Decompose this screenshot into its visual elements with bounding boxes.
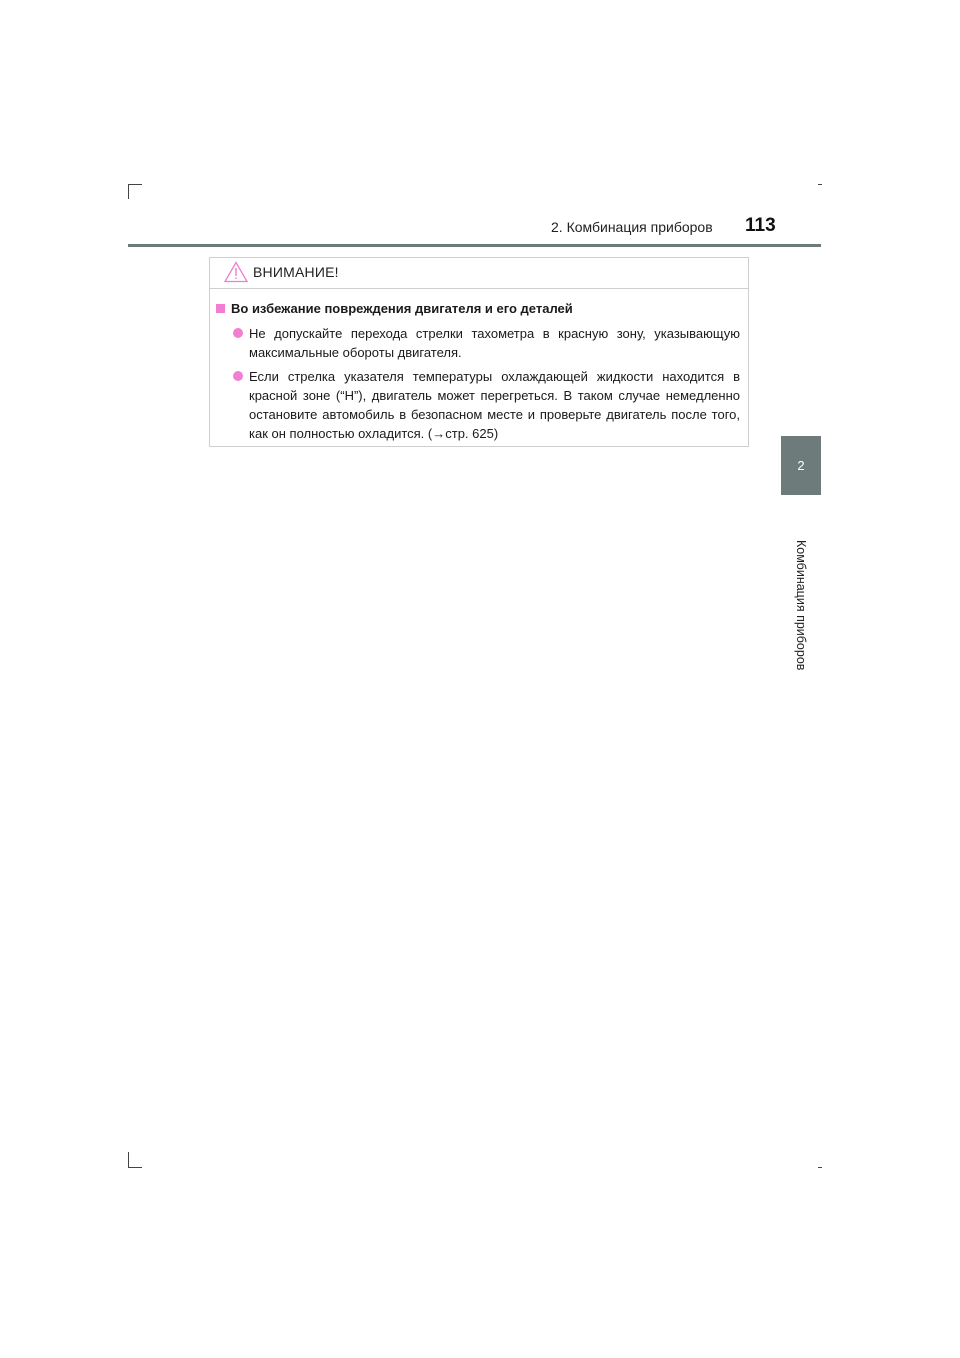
round-bullet-icon [233, 328, 243, 338]
crop-mark-top-left-h [128, 184, 142, 185]
header-divider [128, 244, 821, 247]
chapter-tab-label: Комбинация приборов [794, 540, 808, 671]
warning-header [210, 258, 748, 289]
round-bullet-icon [233, 371, 243, 381]
crop-mark-bottom-left-v [128, 1152, 129, 1168]
warning-section-heading [216, 301, 740, 316]
warning-title: ВНИМАНИЕ! [253, 264, 339, 280]
warning-triangle-icon [224, 261, 248, 288]
warning-bullet [216, 367, 740, 443]
warning-bullet-text: Если стрелка указателя температуры охлаждающей жидкости находится в красной зоне (“H”), двигатель может перегреться. В таком случае немедленно остановите автомобиль в безопасном месте и проверьте двигатель после того, как он полностью охладится. (→стр. 625) [249, 369, 740, 441]
crop-mark-top-left-v [128, 184, 129, 199]
crop-mark-bottom-left-h [128, 1167, 142, 1168]
warning-bullet [216, 324, 740, 362]
chapter-tab-number: 2 [797, 458, 805, 473]
page-number: 113 [745, 215, 776, 236]
warning-section-heading-text: Во избежание повреждения двигателя и его деталей [231, 301, 573, 316]
square-bullet-icon [216, 304, 225, 313]
crop-mark-top-right [818, 184, 822, 185]
warning-bullet-text: Не допускайте перехода стрелки тахометра в красную зону, указывающую максимальные обороты двигателя. [249, 326, 740, 360]
header-section-title: 2. Комбинация приборов [551, 219, 713, 235]
warning-box [209, 257, 749, 447]
chapter-tab [781, 436, 821, 495]
warning-body [210, 289, 748, 443]
crop-mark-bottom-right [818, 1167, 822, 1168]
